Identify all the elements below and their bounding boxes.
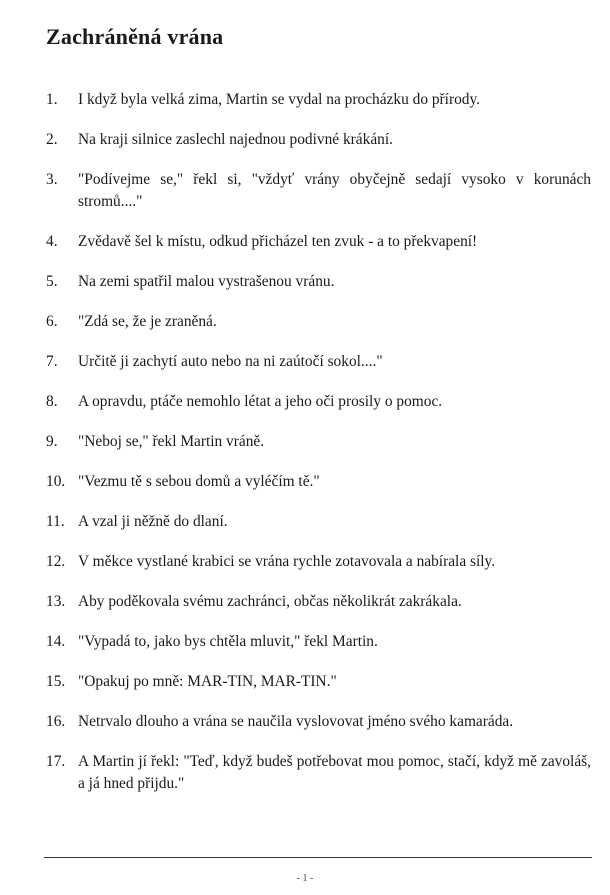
item-text: A opravdu, ptáče nemohlo létat a jeho oči prosily o pomoc.	[78, 393, 443, 410]
list-item	[46, 631, 591, 653]
item-number: 3.	[46, 171, 58, 188]
item-number: 5.	[46, 273, 58, 290]
item-text: "Vypadá to, jako bys chtěla mluvit," řekl Martin.	[78, 633, 378, 650]
list-item	[46, 591, 591, 613]
item-number: 4.	[46, 233, 58, 250]
numbered-sentence-list	[46, 89, 591, 813]
item-number: 13.	[46, 593, 66, 610]
list-item	[46, 431, 591, 453]
list-item	[46, 391, 591, 413]
list-item	[46, 511, 591, 533]
item-text: Zvědavě šel k místu, odkud přicházel ten zvuk - a to překvapení!	[78, 233, 478, 250]
item-number: 6.	[46, 313, 58, 330]
list-item	[46, 231, 591, 253]
item-number: 17.	[46, 753, 66, 770]
item-text: "Vezmu tě s sebou domů a vyléčím tě."	[78, 473, 320, 490]
list-item	[46, 169, 591, 213]
item-number: 2.	[46, 131, 58, 148]
item-number: 10.	[46, 473, 66, 490]
list-item	[46, 311, 591, 333]
item-number: 14.	[46, 633, 66, 650]
item-text: Aby poděkovala svému zachránci, občas několikrát zakrákala.	[78, 593, 462, 610]
item-text: I když byla velká zima, Martin se vydal na procházku do přírody.	[78, 91, 481, 108]
item-number: 11.	[46, 513, 65, 530]
page-number: - 1 -	[296, 873, 314, 884]
item-number: 12.	[46, 553, 66, 570]
item-text: Na kraji silnice zaslechl najednou podivné krákání.	[78, 131, 393, 148]
item-text: "Neboj se," řekl Martin vráně.	[78, 433, 265, 450]
list-item	[46, 471, 591, 493]
item-text: "Opakuj po mně: MAR-TIN, MAR-TIN."	[78, 673, 337, 690]
list-item	[46, 271, 591, 293]
item-number: 8.	[46, 393, 58, 410]
item-text: "Podívejme se," řekl si, "vždyť vrány obyčejně sedají vysoko v korunách stromů...."	[78, 171, 591, 210]
list-item	[46, 89, 591, 111]
item-text: A vzal ji něžně do dlaní.	[78, 513, 228, 530]
item-number: 9.	[46, 433, 58, 450]
item-text: V měkce vystlané krabici se vrána rychle zotavovala a nabírala síly.	[78, 553, 496, 570]
list-item	[46, 351, 591, 373]
item-text: Netrvalo dlouho a vrána se naučila vyslovovat jméno svého kamaráda.	[78, 713, 514, 730]
list-item	[46, 711, 591, 733]
footer-divider	[44, 857, 592, 858]
item-number: 7.	[46, 353, 58, 370]
list-item	[46, 551, 591, 573]
item-text: Určitě ji zachytí auto nebo na ni zaútočí sokol...."	[78, 353, 383, 370]
item-text: Na zemi spatřil malou vystrašenou vránu.	[78, 273, 335, 290]
page-title: Zachráněná vrána	[46, 24, 224, 49]
list-item	[46, 751, 591, 795]
item-text: A Martin jí řekl: "Teď, když budeš potřebovat mou pomoc, stačí, když mě zavoláš, a já hned přijdu."	[78, 753, 591, 792]
item-number: 1.	[46, 91, 58, 108]
list-item	[46, 129, 591, 151]
list-item	[46, 671, 591, 693]
item-number: 15.	[46, 673, 66, 690]
item-number: 16.	[46, 713, 66, 730]
item-text: "Zdá se, že je zraněná.	[78, 313, 217, 330]
